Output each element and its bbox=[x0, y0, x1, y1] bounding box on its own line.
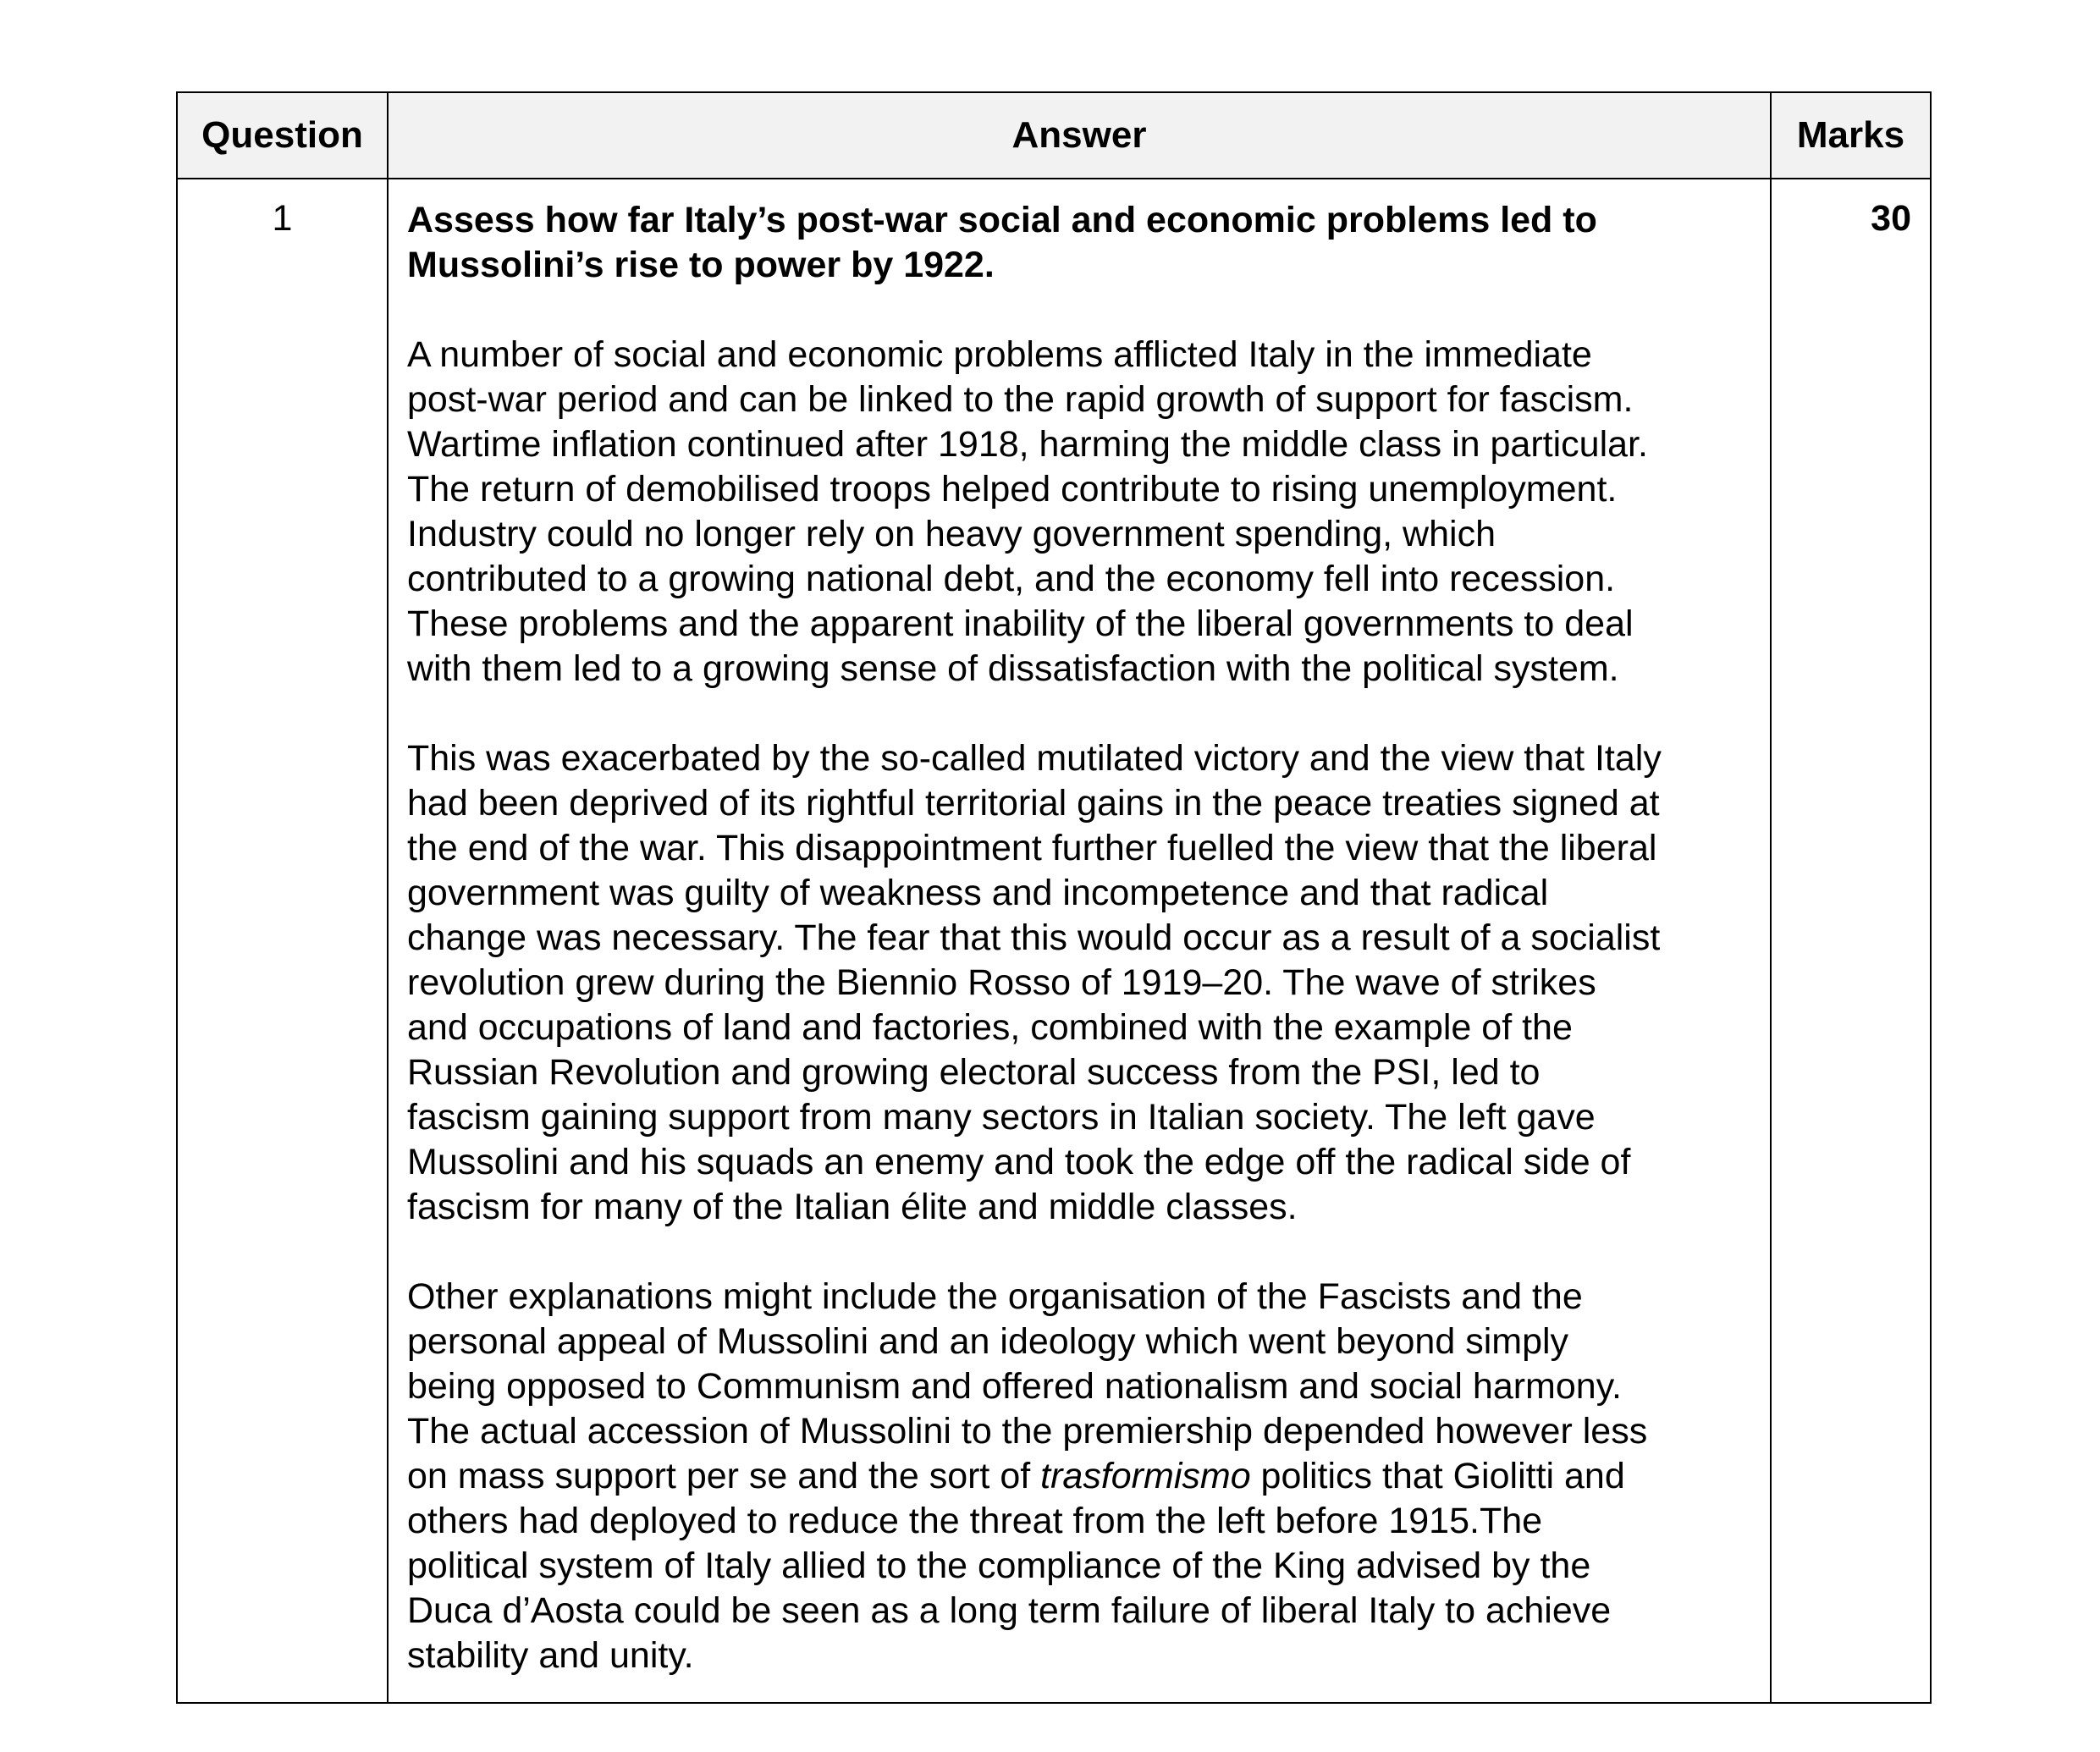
paragraph-line: Mussolini and his squads an enemy and took the edge off the radical side of bbox=[407, 1142, 1631, 1182]
italic-term: trasformismo bbox=[1040, 1456, 1251, 1496]
paragraph-line: Duca d’Aosta could be seen as a long term failure of liberal Italy to achieve bbox=[407, 1590, 1612, 1631]
paragraph-line: change was necessary. The fear that this would occur as a result of a socialist bbox=[407, 917, 1661, 958]
answer-header: Answer bbox=[388, 92, 1771, 179]
paragraph-line: Russian Revolution and growing electoral success from the PSI, led to bbox=[407, 1052, 1541, 1093]
paragraph-line: revolution grew during the Biennio Rosso of 1919–20. The wave of strikes bbox=[407, 962, 1596, 1003]
table-row bbox=[177, 179, 1931, 1703]
mark-scheme-table bbox=[176, 91, 1932, 1704]
paragraph-line: fascism for many of the Italian élite and middle classes. bbox=[407, 1187, 1298, 1227]
answer-paragraph-3 bbox=[407, 1275, 1751, 1678]
paragraph-line: being opposed to Communism and offered nationalism and social harmony. bbox=[407, 1366, 1622, 1407]
paragraph-line: These problems and the apparent inability of the liberal governments to deal bbox=[407, 603, 1634, 644]
question-header: Question bbox=[177, 92, 388, 179]
paragraph-line: The actual accession of Mussolini to the premiership depended however less bbox=[407, 1411, 1648, 1452]
paragraph-line: fascism gaining support from many sectors in Italian society. The left gave bbox=[407, 1097, 1596, 1138]
italic-line-suffix: politics that Giolitti and bbox=[1250, 1456, 1625, 1496]
paragraph-line: stability and unity. bbox=[407, 1635, 694, 1676]
answer-cell bbox=[388, 179, 1771, 1703]
paragraph-line: others had deployed to reduce the threat from the left before 1915.The bbox=[407, 1501, 1543, 1541]
paragraph-line: A number of social and economic problems afflicted Italy in the immediate bbox=[407, 334, 1592, 375]
answer-paragraph-1 bbox=[407, 333, 1751, 691]
paragraph-line: the end of the war. This disappointment further fuelled the view that the liberal bbox=[407, 828, 1657, 868]
paragraph-line: This was exacerbated by the so-called mutilated victory and the view that Italy bbox=[407, 738, 1662, 779]
paragraph-line: political system of Italy allied to the compliance of the King advised by the bbox=[407, 1545, 1591, 1586]
header-row bbox=[177, 92, 1931, 179]
paragraph-line: personal appeal of Mussolini and an ideology which went beyond simply bbox=[407, 1321, 1569, 1362]
answer-paragraph-2 bbox=[407, 736, 1751, 1230]
italic-line-prefix: on mass support per se and the sort of bbox=[407, 1456, 1041, 1496]
question-number: 1 bbox=[177, 179, 388, 1703]
paragraph-line: Other explanations might include the organisation of the Fascists and the bbox=[407, 1276, 1583, 1317]
paragraph-line: post-war period and can be linked to the rapid growth of support for fascism. bbox=[407, 379, 1634, 420]
paragraph-line: contributed to a growing national debt, and the economy fell into recession. bbox=[407, 559, 1616, 599]
marks-value: 30 bbox=[1771, 179, 1931, 1703]
paragraph-line: with them led to a growing sense of dissatisfaction with the political system. bbox=[407, 648, 1619, 689]
paragraph-line: Industry could no longer rely on heavy government spending, which bbox=[407, 514, 1496, 554]
prompt-line: Mussolini’s rise to power by 1922. bbox=[407, 245, 995, 285]
paragraph-line: Wartime inflation continued after 1918, harming the middle class in particular. bbox=[407, 424, 1648, 465]
paragraph-line: The return of demobilised troops helped contribute to rising unemployment. bbox=[407, 469, 1618, 510]
paragraph-line-with-italic bbox=[407, 1454, 1751, 1499]
marks-header: Marks bbox=[1771, 92, 1931, 179]
paragraph-line: government was guilty of weakness and incompetence and that radical bbox=[407, 873, 1549, 913]
paragraph-line: had been deprived of its rightful territorial gains in the peace treaties signed at bbox=[407, 783, 1660, 824]
question-prompt bbox=[407, 198, 1751, 288]
prompt-line: Assess how far Italy’s post-war social and economic problems led to bbox=[407, 200, 1597, 240]
paragraph-line: and occupations of land and factories, combined with the example of the bbox=[407, 1007, 1573, 1048]
